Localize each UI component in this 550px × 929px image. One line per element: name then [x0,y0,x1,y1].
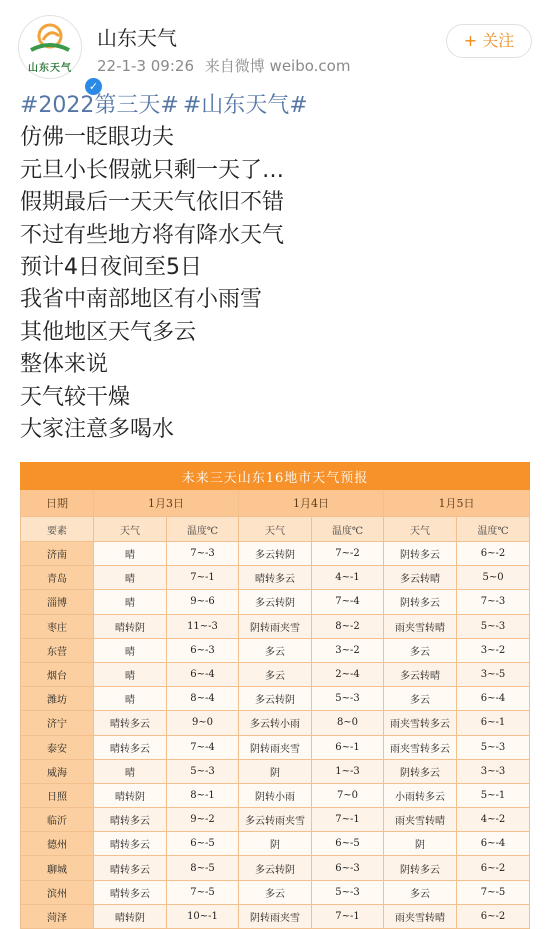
city-cell: 日照 [21,783,94,807]
post-line: 假期最后一天天气依旧不错 [20,190,285,216]
weather-cell: 晴 [94,566,167,590]
post-source[interactable]: 来自微博 weibo.com [204,57,351,75]
post-line: 我省中南部地区有小雨雪 [20,287,263,313]
weather-cell: 雨夹雪转晴 [384,808,457,832]
temp-cell: 5~-3 [312,880,384,904]
temp-cell: 9~-6 [167,590,239,614]
weather-cell: 晴转多云 [94,735,167,759]
weather-cell: 多云转阴 [239,856,312,880]
forecast-title: 未来三天山东16地市天气预报 [21,463,530,490]
city-cell: 枣庄 [21,614,94,638]
table-row [21,783,530,807]
weather-cell: 阴转多云 [384,590,457,614]
temp-cell: 6~-2 [457,856,530,880]
weather-cell: 多云 [384,638,457,662]
avatar[interactable] [18,15,99,93]
table-row [21,711,530,735]
city-cell: 烟台 [21,662,94,686]
city-cell: 菏泽 [21,904,94,928]
temp-cell: 6~-2 [457,542,530,566]
weather-header: 天气 [384,517,457,542]
weather-cell: 晴转多云 [94,832,167,856]
table-row [21,735,530,759]
table-row [21,759,530,783]
temp-cell: 7~-1 [312,808,384,832]
temp-cell: 5~-1 [457,783,530,807]
city-cell: 威海 [21,759,94,783]
date-label: 日期 [21,490,94,517]
weather-cell: 晴 [94,638,167,662]
weather-cell: 多云 [239,880,312,904]
table-row [21,614,530,638]
weather-cell: 阴 [239,832,312,856]
temp-cell: 7~-5 [167,880,239,904]
city-cell: 临沂 [21,808,94,832]
weather-header: 天气 [94,517,167,542]
post-meta [97,55,356,76]
temp-cell: 7~-4 [312,590,384,614]
post-line: 不过有些地方将有降水天气 [20,222,285,248]
city-cell: 滨州 [21,880,94,904]
weather-cell: 阴 [384,832,457,856]
temp-header: 温度℃ [167,517,239,542]
table-row [21,566,530,590]
weather-cell: 阴转小雨 [239,783,312,807]
temp-cell: 6~-5 [167,832,239,856]
weather-cell: 多云转阴 [239,687,312,711]
city-cell: 泰安 [21,735,94,759]
temp-cell: 6~-4 [457,832,530,856]
date-header: 1月4日 [239,490,384,517]
temp-cell: 5~-3 [457,614,530,638]
city-cell: 德州 [21,832,94,856]
post-header [0,0,550,93]
weather-cell: 晴转多云 [94,880,167,904]
temp-cell: 8~-4 [167,687,239,711]
weather-cell: 阴转雨夹雪 [239,904,312,928]
weather-cell: 雨夹雪转多云 [384,711,457,735]
hashtag-line [20,90,535,122]
city-cell: 济南 [21,542,94,566]
city-cell: 东营 [21,638,94,662]
weather-cell: 多云 [384,880,457,904]
weather-cell: 多云转阴 [239,590,312,614]
weather-cell: 多云 [239,638,312,662]
weather-cell: 晴转多云 [94,808,167,832]
city-cell: 青岛 [21,566,94,590]
element-label: 要素 [21,517,94,542]
temp-cell: 7~-4 [167,735,239,759]
temp-cell: 6~-4 [167,662,239,686]
temp-cell: 7~-1 [312,904,384,928]
temp-cell: 9~-2 [167,808,239,832]
weather-cell: 阴转雨夹雪 [239,735,312,759]
temp-cell: 8~-1 [167,783,239,807]
weather-cell: 阴转多云 [384,759,457,783]
weather-cell: 多云 [239,662,312,686]
table-row [21,904,530,928]
temp-cell: 7~-3 [167,542,239,566]
weather-cell: 晴转阴 [94,614,167,638]
temp-cell: 3~-2 [457,638,530,662]
weather-cell: 阴 [239,759,312,783]
temp-cell: 5~-3 [457,735,530,759]
post-content [20,90,535,446]
table-row [21,856,530,880]
temp-cell: 6~-5 [312,832,384,856]
verified-badge-icon: ✓ [83,76,104,97]
post-line: 仿佛一眨眼功夫 [20,125,175,151]
forecast-table [20,462,530,929]
temp-header: 温度℃ [457,517,530,542]
table-row [21,808,530,832]
temp-cell: 7~0 [312,783,384,807]
date-header: 1月3日 [94,490,239,517]
weather-cell: 晴转多云 [94,856,167,880]
hashtag-2022[interactable]: #2022第三天# [20,93,179,118]
weather-cell: 阴转雨夹雪 [239,614,312,638]
weather-cell: 小雨转多云 [384,783,457,807]
temp-cell: 7~-2 [312,542,384,566]
forecast-image[interactable] [20,462,529,922]
city-cell: 潍坊 [21,687,94,711]
weather-cell: 雨夹雪转晴 [384,904,457,928]
temp-cell: 8~-2 [312,614,384,638]
weather-cell: 晴转阴 [94,904,167,928]
weather-cell: 多云转晴 [384,566,457,590]
weather-cell: 雨夹雪转晴 [384,614,457,638]
post-date: 22-1-3 09:26 [97,57,194,75]
temp-cell: 10~-1 [167,904,239,928]
temp-cell: 6~-4 [457,687,530,711]
temp-cell: 5~0 [457,566,530,590]
temp-header: 温度℃ [312,517,384,542]
temp-cell: 3~-3 [457,759,530,783]
temp-cell: 7~-3 [457,590,530,614]
weather-cell: 雨夹雪转多云 [384,735,457,759]
post-line: 其他地区天气多云 [20,319,197,345]
temp-cell: 7~-5 [457,880,530,904]
temp-cell: 6~-1 [312,735,384,759]
temp-cell: 7~-1 [167,566,239,590]
weather-header: 天气 [239,517,312,542]
weather-cell: 晴 [94,759,167,783]
weather-cell: 晴转多云 [239,566,312,590]
table-row [21,638,530,662]
weather-cell: 晴转多云 [94,711,167,735]
city-cell: 淄博 [21,590,94,614]
temp-cell: 4~-1 [312,566,384,590]
temp-cell: 1~-3 [312,759,384,783]
post-line: 整体来说 [20,352,109,378]
weather-cell: 阴转多云 [384,856,457,880]
post-line: 预计4日夜间至5日 [20,254,202,280]
table-row [21,590,530,614]
post-line: 大家注意多喝水 [20,416,175,442]
weather-cell: 多云转雨夹雪 [239,808,312,832]
temp-cell: 5~-3 [312,687,384,711]
table-row [21,832,530,856]
temp-cell: 6~-1 [457,711,530,735]
weather-cell: 多云转阴 [239,542,312,566]
city-cell: 济宁 [21,711,94,735]
temp-cell: 11~-3 [167,614,239,638]
hashtag-shandong-weather[interactable]: #山东天气# [182,93,308,118]
temp-cell: 6~-2 [457,904,530,928]
weather-cell: 晴 [94,542,167,566]
temp-cell: 8~-5 [167,856,239,880]
weather-cell: 晴转阴 [94,783,167,807]
temp-cell: 5~-3 [167,759,239,783]
temp-cell: 4~-2 [457,808,530,832]
weather-cell: 多云转晴 [384,662,457,686]
temp-cell: 9~0 [167,711,239,735]
temp-cell: 3~-2 [312,638,384,662]
date-header: 1月5日 [384,490,530,517]
temp-cell: 2~-4 [312,662,384,686]
city-cell: 聊城 [21,856,94,880]
table-row [21,687,530,711]
weather-cell: 晴 [94,687,167,711]
username[interactable]: 山东天气 [97,26,177,50]
table-row [21,662,530,686]
weather-cell: 多云转小雨 [239,711,312,735]
temp-cell: 3~-5 [457,662,530,686]
table-row [21,542,530,566]
weather-cell: 阴转多云 [384,542,457,566]
temp-cell: 6~-3 [167,638,239,662]
weather-cell: 晴 [94,662,167,686]
post-line: 天气较干燥 [20,384,131,410]
follow-button[interactable]: + 关注 [446,24,532,58]
avatar-label: 山东天气 [28,63,72,74]
weather-cell: 多云 [384,687,457,711]
temp-cell: 6~-3 [312,856,384,880]
table-row [21,880,530,904]
temp-cell: 8~0 [312,711,384,735]
weather-cell: 晴 [94,590,167,614]
post-line: 元旦小长假就只剩一天了… [20,157,285,183]
